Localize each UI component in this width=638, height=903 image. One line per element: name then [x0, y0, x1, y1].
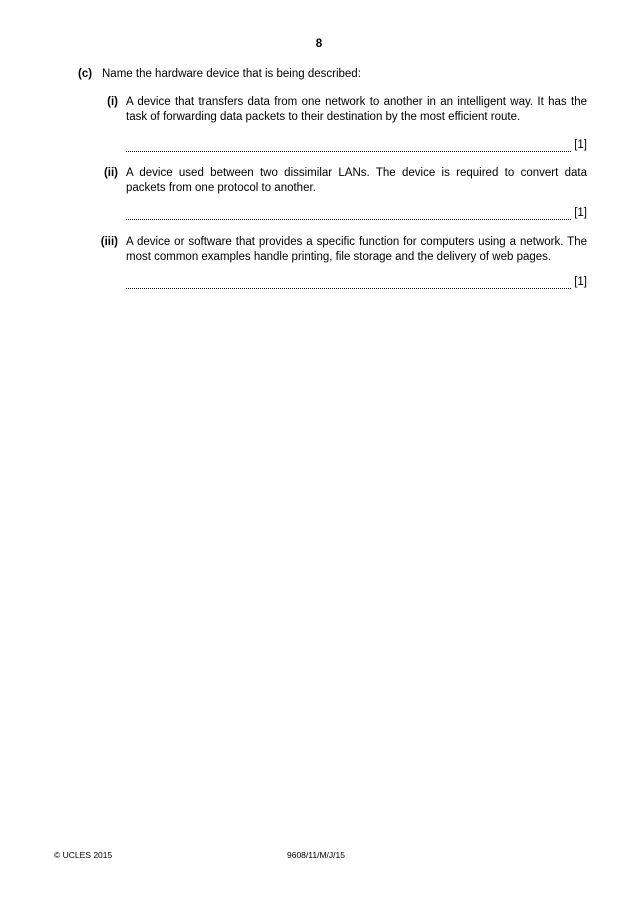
answer-line-iii[interactable]	[126, 276, 587, 292]
mark-allocation: [1]	[574, 276, 587, 288]
answer-line-ii[interactable]	[126, 207, 587, 223]
footer-copyright: © UCLES 2015	[54, 850, 113, 860]
subpart-text: A device used between two dissimilar LANs. The device is required to convert data packets from one protocol to another.	[126, 167, 587, 194]
dotted-line	[126, 280, 571, 289]
mark-allocation: [1]	[574, 207, 587, 219]
footer-paper-code: 9608/11/M/J/15	[287, 850, 345, 860]
mark-allocation: [1]	[574, 139, 587, 151]
subpart-text: A device or software that provides a specific function for computers using a network. The most common examples handle printing, file storage and the delivery of web pages.	[126, 236, 587, 263]
subpart-label: (iii)	[100, 236, 118, 248]
subpart-label: (i)	[107, 96, 118, 108]
part-prompt: Name the hardware device that is being described:	[102, 68, 361, 80]
dotted-line	[126, 143, 571, 152]
subpart-label: (ii)	[103, 167, 118, 179]
answer-line-i[interactable]	[126, 139, 587, 155]
subpart-text: A device that transfers data from one network to another in an intelligent way. It has the task of forwarding data packets to their destination by the most efficient route.	[126, 96, 587, 123]
dotted-line	[126, 211, 571, 220]
page-number: 8	[315, 38, 323, 50]
part-label: (c)	[78, 68, 93, 80]
